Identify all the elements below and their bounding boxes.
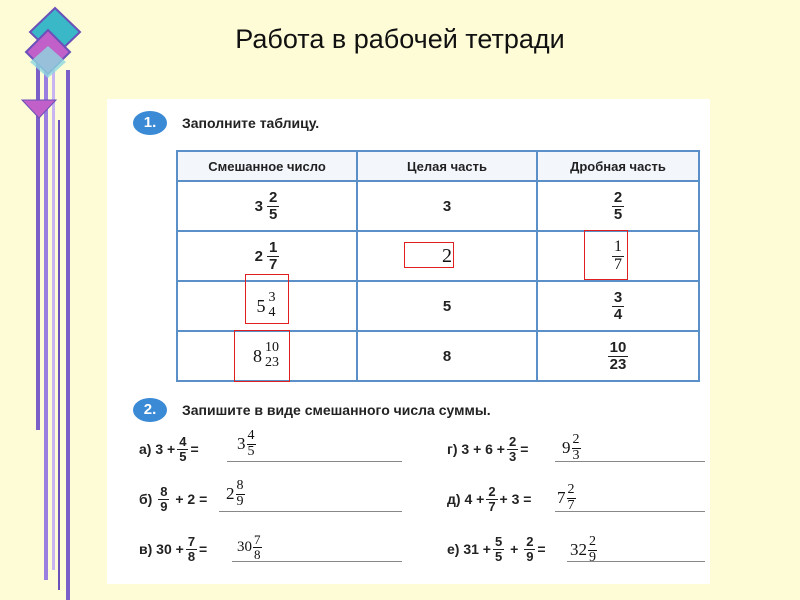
task1-number-badge: 1.: [133, 111, 167, 135]
header-mixed: Смешанное число: [177, 151, 357, 181]
task1-text: Заполните таблицу.: [182, 115, 320, 131]
denominator: 5: [494, 548, 503, 564]
handwritten-denominator: 7: [614, 256, 622, 273]
item-label: в): [139, 541, 153, 558]
handwritten-answer: [570, 535, 597, 565]
task2-text: Запишите в виде смешанного числа суммы.: [182, 402, 491, 418]
header-whole: Целая часть: [357, 151, 537, 181]
answer-denominator: 7: [567, 497, 575, 513]
answer-numerator: 4: [247, 428, 255, 443]
item-label: б): [139, 491, 153, 508]
sum-expression: е) 31 + $\frac{5}{5}$ + $\frac{2}{9}$ =: [447, 534, 546, 564]
answer-numerator: 2: [589, 534, 596, 549]
header-fraction: Дробная часть: [537, 151, 699, 181]
answer-line: [219, 511, 402, 512]
answer-numerator: 8: [236, 478, 244, 493]
item-label: е): [447, 541, 460, 558]
denominator: 7: [488, 498, 496, 514]
highlight-box: [245, 274, 289, 324]
mixed-whole: 3: [254, 197, 263, 215]
answer-whole: 2: [226, 484, 235, 504]
answer-whole: 9: [562, 438, 571, 458]
table-row: [177, 181, 699, 231]
mixed-denominator: 7: [269, 255, 278, 273]
denominator: 3: [508, 448, 517, 464]
answer-denominator: 8: [254, 546, 261, 562]
expr-part: 3 +: [155, 441, 176, 458]
handwritten-mixed-whole: 8: [253, 345, 262, 366]
fraction-denominator: 23: [609, 356, 627, 373]
answer-numerator: 2: [572, 432, 580, 447]
numerator: 4: [179, 434, 187, 449]
highlight-box: [234, 330, 290, 382]
fraction-numerator: 3: [613, 289, 623, 307]
handwritten-answer: [557, 483, 576, 513]
decorative-diamonds: [0, 0, 90, 600]
answer-whole: 3: [237, 434, 246, 454]
expr-part: =: [537, 541, 546, 558]
task2-number-badge: 2.: [133, 398, 167, 422]
denominator: 8: [187, 548, 196, 564]
expr-part: 31 +: [463, 541, 491, 558]
expr-part: =: [520, 441, 529, 458]
handwritten-answer: [237, 533, 262, 561]
sum-expression: [139, 435, 199, 463]
whole-cell: 5: [357, 281, 537, 331]
handwritten-mixed-denominator: 4: [268, 305, 276, 320]
expr-part: 4 +: [464, 491, 485, 508]
numerator: 8: [160, 484, 168, 499]
handwritten-numerator: 1: [614, 238, 622, 256]
item-label: а): [139, 441, 152, 458]
numerator: 7: [187, 534, 196, 549]
denominator: 9: [526, 548, 534, 564]
denominator: 9: [160, 498, 168, 514]
workbook-page: [107, 99, 710, 584]
mixed-whole: 2: [254, 247, 263, 265]
handwritten-mixed-whole: 5: [256, 295, 266, 316]
answer-line: [227, 461, 402, 462]
answer-whole: 7: [557, 488, 566, 508]
highlight-box: [584, 230, 628, 280]
answer-denominator: 5: [247, 443, 255, 459]
numerator: 2: [526, 534, 534, 549]
handwritten-answer: [562, 433, 581, 463]
mixed-numerator: 1: [269, 238, 278, 256]
sum-expression: [139, 535, 207, 563]
sum-expression: [447, 435, 528, 463]
handwritten-mixed-numerator: 10: [265, 340, 279, 356]
handwritten-answer: [226, 479, 245, 509]
numerator: 2: [508, 434, 517, 449]
expr-part: =: [199, 541, 208, 558]
numerator: 2: [488, 484, 496, 499]
handwritten-whole: 2: [442, 244, 452, 267]
answer-whole: 32: [570, 540, 587, 560]
expr-part: + 2 =: [175, 491, 208, 508]
fraction-denominator: 5: [613, 206, 623, 223]
answer-denominator: 9: [589, 549, 596, 565]
expr-part: + 3 =: [499, 491, 532, 508]
handwritten-mixed-numerator: 3: [268, 290, 276, 306]
numerator: 5: [494, 534, 503, 549]
whole-cell: 3: [357, 181, 537, 231]
expr-part: =: [190, 441, 199, 458]
answer-line: [555, 511, 705, 512]
answer-denominator: 9: [236, 493, 244, 509]
answer-numerator: 2: [567, 482, 575, 497]
handwritten-answer: [237, 429, 256, 459]
sum-expression: [139, 485, 207, 513]
table-header-row: [177, 151, 699, 181]
mixed-numerator: 2: [269, 188, 278, 206]
sum-expression: [447, 485, 531, 513]
expr-part: 30 +: [156, 541, 184, 558]
whole-cell: 8: [357, 331, 537, 381]
mixed-denominator: 5: [269, 205, 278, 223]
item-label: г): [447, 441, 458, 458]
answer-numerator: 7: [254, 532, 261, 547]
fraction-denominator: 4: [613, 306, 623, 323]
denominator: 5: [179, 448, 187, 464]
highlight-box: [404, 242, 454, 268]
item-label: д): [447, 491, 461, 508]
slide-title: Работа в рабочей тетради: [235, 24, 565, 54]
answer-whole: 30: [237, 538, 252, 555]
answer-denominator: 3: [572, 447, 580, 463]
fraction-numerator: 10: [609, 339, 627, 357]
fraction-numerator: 2: [613, 189, 623, 207]
expr-part: 3 + 6 +: [461, 441, 505, 458]
handwritten-mixed-denominator: 23: [265, 355, 279, 370]
